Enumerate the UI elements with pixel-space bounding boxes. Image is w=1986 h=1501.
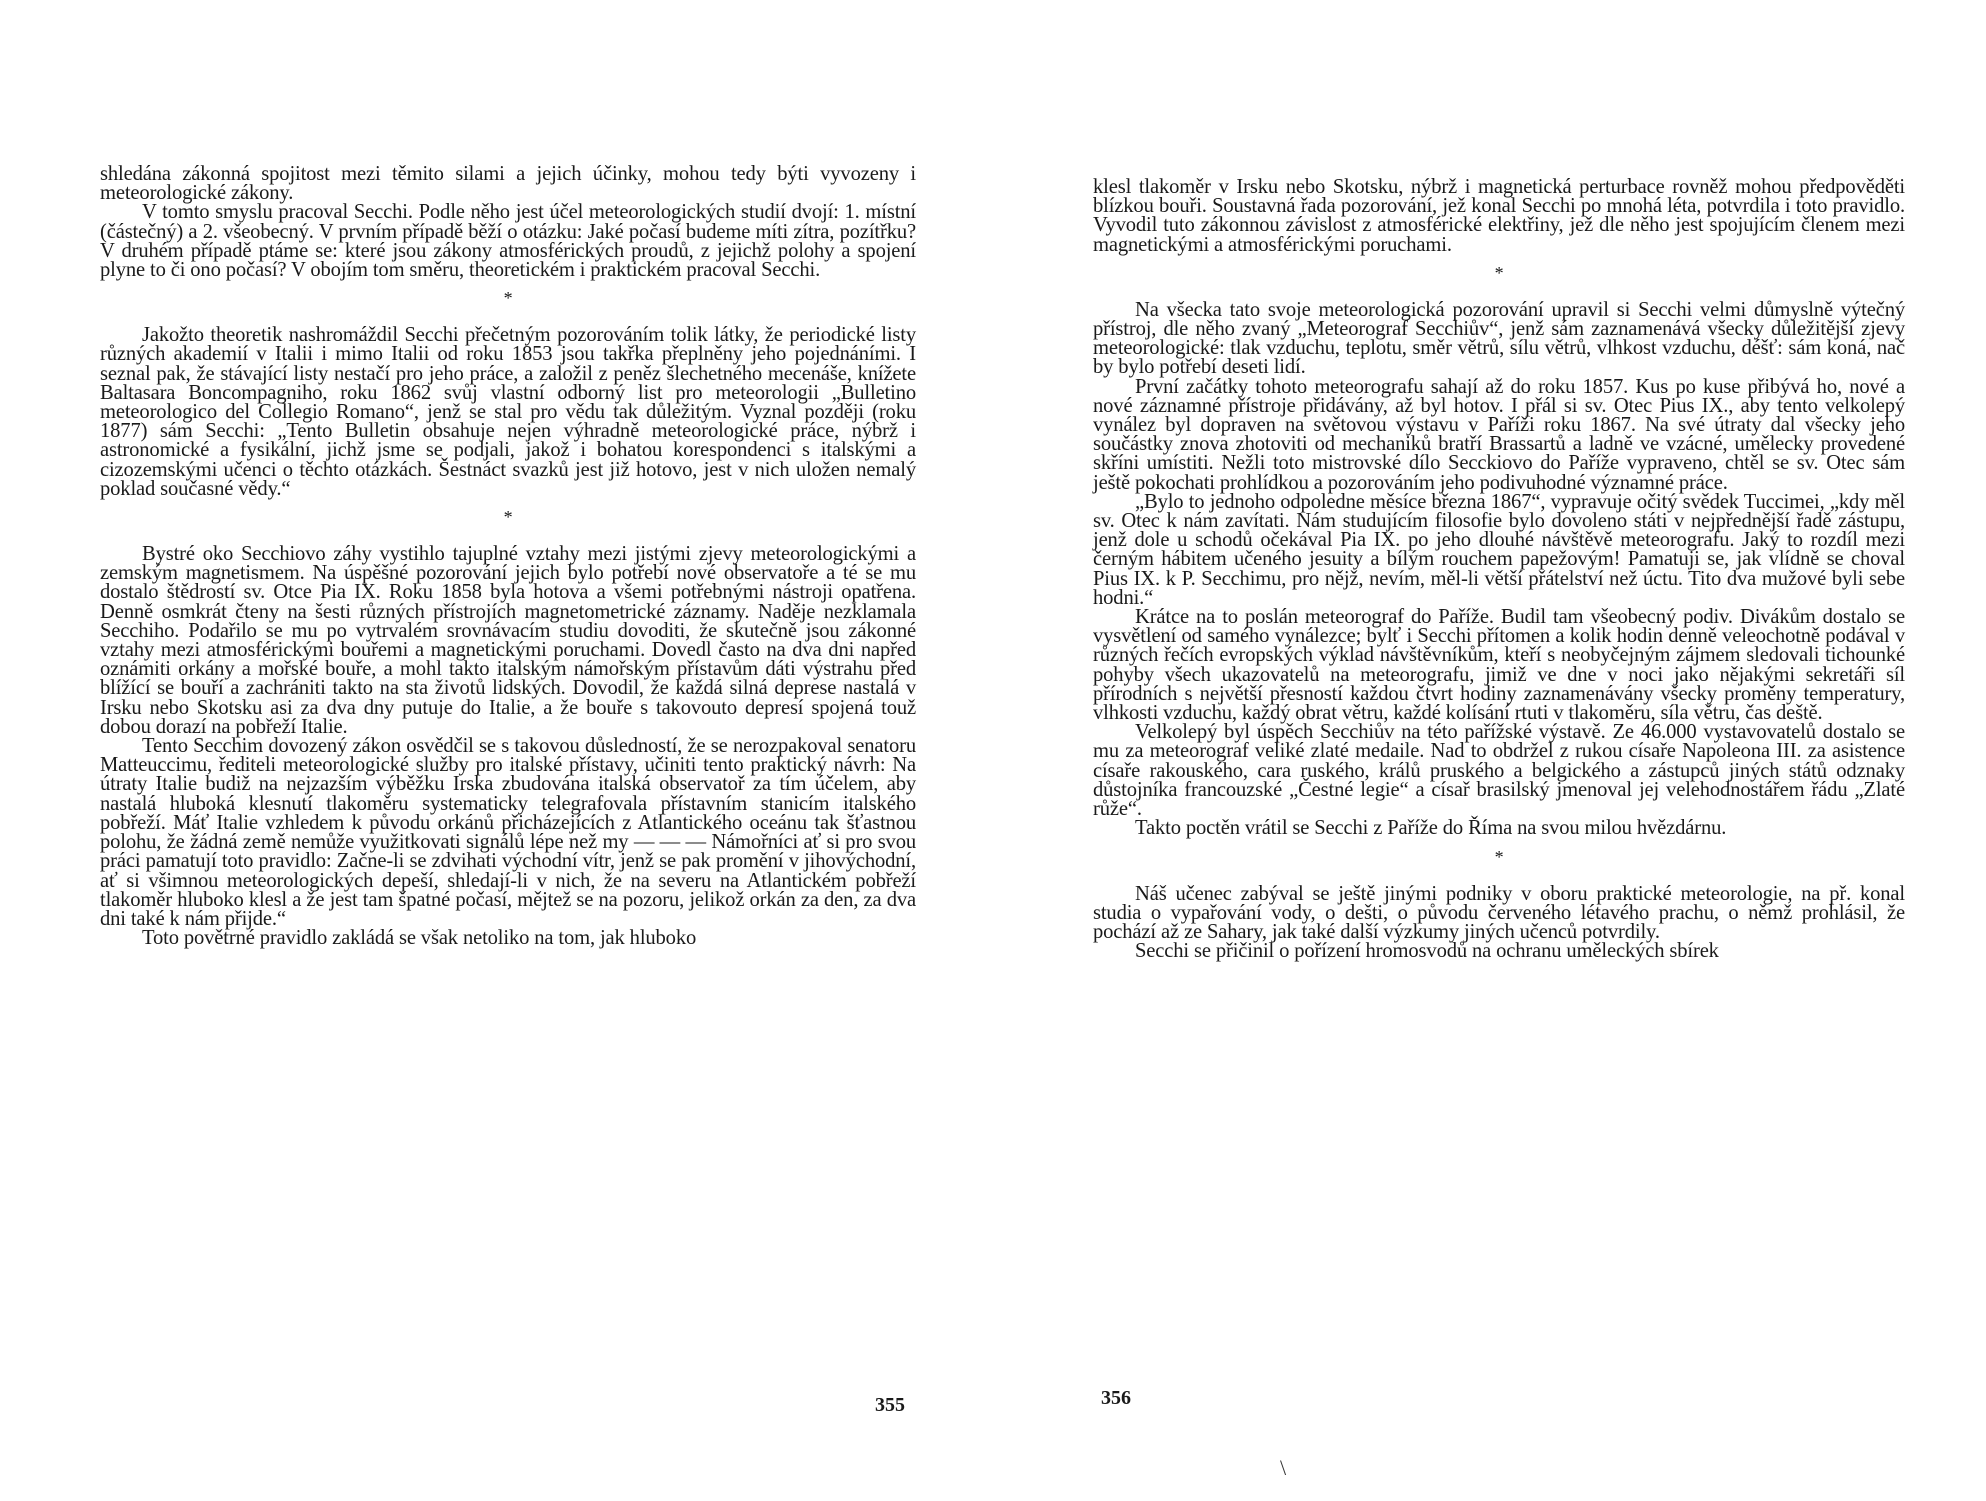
paragraph: Velkolepý byl úspěch Secchiův na této pařížské výstavě. Ze 46.000 vystavovatelů dostalo se mu za meteorograf veliké zlaté medaile. Nad to obdržel z rukou císaře Napoleona III. za asistence císaře rakouského, cara ruského, králů pruského a belgického a zástupců jiných států odznaky důstojníka francouzské „Čestné legie“ a císař brasilský jmenoval jej velehodnostářem řádu „Zlaté růže“. [1093, 721, 1905, 821]
right-page [993, 0, 1986, 1501]
paragraph: Na všecka tato svoje meteorologická pozorování upravil si Secchi velmi důmyslně výtečný přístroj, dle něho zvaný „Meteorograf Secchiův“, jenž sám zaznamenává všecky důležitější zjevy meteorologické: tlak vzduchu, teplotu, směr větrů, sílu větrů, vlhkost vzduchu, déšť: sám koná, nač by bylo potřebí deseti lidí. [1093, 298, 1905, 379]
paragraph: V tomto smyslu pracoval Secchi. Podle něho jest účel meteorologických studií dvojí: 1. místní (částečný) a 2. všeobecný. V prvním případě běží o otázku: Jaké počasí budeme míti zítra, pozítřku? V druhém případě ptáme se: které jsou zákony atmosférických proudů, z jejichž polohy a spojení plyne to či ono počasí? V obojím tom směru, theoretickém i praktickém pracoval Secchi. [100, 201, 916, 282]
left-page-number: 355 [875, 1394, 905, 1416]
paragraph: Krátce na to poslán meteorograf do Paříže. Budil tam všeobecný podiv. Divákům dostalo se vysvětlení od samého vynálezce; bylť i Secchi přítomen a kolik hodin denně veleochotně podával v různých řečích evropských výklad návštěvníkům, kteří s neobyčejným zájmem sledovali tichounké pohyby všech ukazovatelů na meteorografu, jimiž ve dne v noci jako nějakými sekretáři síl přírodních s největší přesností každou čtvrt hodiny zaznamenávány všecky proměny temperatury, vlhkosti vzduchu, každý obrat větru, každé kolísání rtuti v tlakoměru, síla větru, čas deště. [1093, 606, 1905, 725]
right-page-number: 356 [1101, 1387, 1131, 1409]
paragraph: Toto povětrné pravidlo zakládá se však netoliko na tom, jak hluboko [142, 927, 697, 950]
paragraph: První začátky tohoto meteorografu sahají až do roku 1857. Kus po kuse přibývá ho, nové a nové záznamné přístroje přidávány, až byl hotov. I přál si sv. Otec Pius IX., aby tento velkolepý vynález byl dopraven na světovou výstavu v Paříži roku 1867. Na své útraty dal všecky jeho součástky znova zhotoviti od mechaniků bratří Brassartů a ladně ve vzácné, umělecky provedené skříni umístiti. Nežli toto mistrovské dílo Secckiovo do Paříže vypraveno, chtěl se sv. Otec sám ještě pokochati prohlídkou a pozorováním jeho podivuhodné významné práce. [1093, 375, 1905, 494]
paragraph: „Bylo to jednoho odpoledne měsíce března 1867“, vypravuje očitý svědek Tuccimei, „kdy měl sv. Otec k nám zavítati. Nám studujícím filosofie bylo dovoleno státi v nejpřednější řadě zástupu, jenž dole u schodů očekával Pia IX. po jeho dlouhé návštěvě meteorografu. Jaký to rozdíl mezi černým hábitem učeného jesuity a bílým rouchem papežovým! Pamatuji se, jak vlídně se choval Pius IX. k P. Secchimu, pro nějž, nevím, měl-li větší přátelství než úctu. Tito dva mužové byli sebe hodni.“ [1093, 490, 1905, 609]
paragraph: Jakožto theoretik nashromáždil Secchi přečetným pozorováním tolik látky, že periodické listy různých akademií v Italii i mimo Italii od roku 1853 jsou takřka přeplněny jeho pojednáními. I seznal pak, že stávající listy nestačí pro jeho práce, a založil z peněz šlechetného mecenáše, knížete Baltasara Boncompagniho, roku 1862 svůj vlastní odborný list pro meteorologii „Bulletino meteorologico del Collegio Romano“, jenž se stal pro vědu tak důležitým. Vyznal později (roku 1877) sám Secchi: „Tento Bulletin obsahuje nejen výhradně meteorologické práce, nýbrž i astronomické a fysikální, jichž jsme se podjali, jakož i bohatou korespondenci s italskými a cizozemskými učenci o těchto otázkách. Šestnáct svazků jest již hotovo, jest v nich uložen nemalý poklad současné vědy.“ [100, 324, 916, 500]
section-divider-star: * [1494, 262, 1504, 283]
paragraph: klesl tlakoměr v Irsku nebo Skotsku, nýbrž i magnetická perturbace rovněž mohou předpověděti blízkou bouři. Soustavná řada pozorování, jež konal Secchi po mnohá léta, potvrdila i toto pravidlo. Vyvodil tuto zákonnou závislost z atmosférické elektřiny, jež dle něho jest spojujícím členem mezi magnetickými a atmosférickými poruchami. [1093, 176, 1905, 256]
section-divider-star: * [503, 288, 513, 309]
left-page-text-column [100, 165, 916, 948]
stray-mark: \ [1280, 1455, 1287, 1480]
paragraph: Secchi se přičinil o pořízení hromosvodů na ochranu uměleckých sbírek [1135, 940, 1719, 963]
paragraph: Tento Secchim dovozený zákon osvědčil se s takovou důsledností, že se nerozpakoval senatoru Matteuccimu, řediteli meteorologické služby pro italské přístavy, učiniti tento praktický návrh: Na útraty Italie budiž na nejzazším výběžku Irska zbudována italská observatoř za tím účelem, aby nastalá hluboká klesnutí tlakoměru systematicky telegrafovala přístavním stanicím italského pobřeží. Máť Italie vzhledem k původu orkánů přicházejících z Atlantického oceánu tak šťastnou polohu, že žádná země nemůže využitkovati signálů lépe než my — — — Námořníci ať si pro svou práci pamatují toto pravidlo: Začne-li se zdvihati východní vítr, jenž se pak promění v jihovýchodní, ať si všimnou meteorologických depeší, shledají-li v nich, že na severu na Atlantickém pobřeží tlakoměr hluboko klesl a že jest tam špatné počasí, mějtež se na pozoru, jelikož orkán za den, za dva dni také k nám přijde.“ [100, 735, 916, 930]
right-page-text-column [1093, 178, 1905, 961]
paragraph: Bystré oko Secchiovo záhy vystihlo tajuplné vztahy mezi jistými zjevy meteorologickými a zemským magnetismem. Na úspěšné pozorování jejich bylo potřebí nové observatoře a té se mu dostalo štědrostí sv. Otce Pia IX. Roku 1858 byla hotova a všemi potřebnými nástroji opatřena. Denně osmkrát čteny na šesti různých přístrojích magnetometrické záznamy. Naděje nezklamala Secchiho. Podařilo se mu po vytrvalém srovnávacím studiu dovoditi, že skutečně jsou zákonné vztahy mezi atmosférickými bouřemi a magnetickými poruchami. Dovedl často na dva dni napřed oznámiti orkány a mořské bouře, a mohl takto italským námořským přístavům dáti výstrahu před blížící se bouří a zachrániti takto na sta životů lidských. Dovodil, že každá silná deprese nastalá v Irsku nebo Skotsku asi za dva dny putuje do Italie, a že bouře s takovouto depresí spojená touž dobou dorazí na pobřeží Italie. [100, 543, 916, 738]
section-divider-star: * [503, 507, 513, 528]
paragraph: Takto poctěn vrátil se Secchi z Paříže do Říma na svou milou hvězdárnu. [1135, 817, 1727, 840]
paragraph: Náš učenec zabýval se ještě jinými podniky v oboru praktické meteorologie, na př. konal studia o vypařování vody, o dešti, o původu červeného létavého prachu, o němž prohlásil, že pochází až ze Sahary, jak také další výzkumy jiných učenců potvrdily. [1093, 882, 1905, 943]
paragraph: shledána zákonná spojitost mezi těmito silami a jejich účinky, mohou tedy býti vyvozeny i meteorologické zákony. [100, 163, 916, 205]
section-divider-star: * [1494, 846, 1504, 867]
